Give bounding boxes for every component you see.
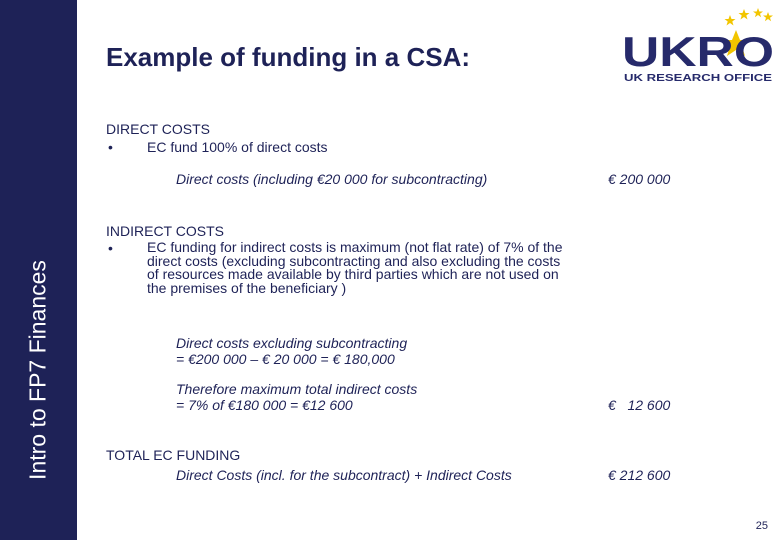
- indirect-costs-bullet: EC funding for indirect costs is maximum (not flat rate) of 7% of the direct costs (excluding subcontracting and also excluding the costs of resources made available by third parties which are not used on the premises of the beneficiary ): [147, 239, 563, 296]
- sidebar-label: Intro to FP7 Finances: [24, 260, 51, 480]
- total-amount: € 212 600: [608, 467, 671, 483]
- logo-subtitle: UK RESEARCH OFFICE: [624, 73, 773, 84]
- direct-costs-heading: DIRECT COSTS: [106, 121, 210, 137]
- star-icon: [763, 12, 773, 21]
- calc-excluding-subcontracting-value: = €200 000 – € 20 000 = € 180,000: [176, 351, 395, 367]
- indirect-costs-amount: € 12 600: [608, 397, 671, 413]
- indirect-costs-heading: INDIRECT COSTS: [106, 223, 224, 239]
- sidebar: [0, 0, 77, 540]
- slide-title: Example of funding in a CSA:: [106, 42, 471, 72]
- logo-wordmark: UKRO: [622, 28, 774, 75]
- star-icon: [725, 15, 736, 26]
- star-icon: [753, 8, 763, 17]
- total-line: Direct Costs (incl. for the subcontract) + Indirect Costs: [176, 467, 512, 483]
- direct-costs-bullet: EC fund 100% of direct costs: [147, 139, 328, 155]
- bullet-icon: •: [108, 139, 113, 155]
- star-icon: [739, 9, 750, 20]
- calc-max-indirect-value: = 7% of €180 000 = €12 600: [176, 397, 353, 413]
- direct-costs-amount: € 200 000: [608, 171, 671, 187]
- bullet-icon: •: [108, 240, 113, 256]
- total-ec-funding-heading: TOTAL EC FUNDING: [106, 447, 241, 463]
- direct-costs-line: Direct costs (including €20 000 for subcontracting): [176, 171, 488, 187]
- calc-excluding-subcontracting: Direct costs excluding subcontracting: [176, 335, 408, 351]
- page-number: 25: [755, 520, 768, 532]
- calc-max-indirect: Therefore maximum total indirect costs: [176, 381, 418, 397]
- ukro-logo: [618, 6, 778, 86]
